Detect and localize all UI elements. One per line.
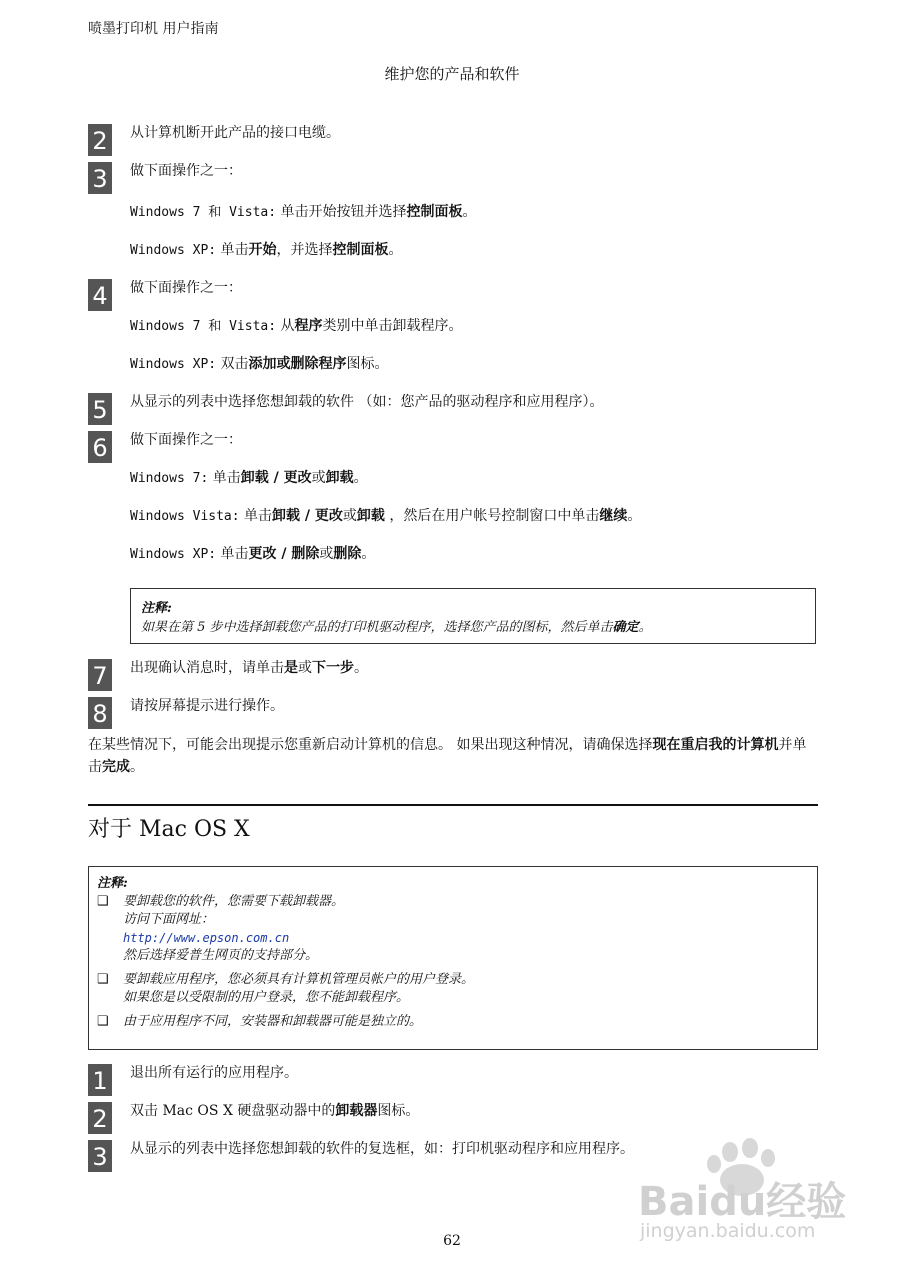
text: 。 bbox=[638, 620, 652, 635]
step-7 bbox=[88, 659, 368, 691]
text: 或 bbox=[298, 660, 312, 676]
text: 。 bbox=[388, 242, 403, 258]
mac-step-3 bbox=[88, 1140, 634, 1172]
text: 从 bbox=[276, 318, 295, 334]
ui-term: 继续 bbox=[599, 508, 628, 524]
step-text bbox=[130, 1102, 419, 1120]
step-number: 2 bbox=[88, 1102, 112, 1134]
os-label: Windows XP: bbox=[130, 547, 217, 562]
note-bullet bbox=[97, 971, 809, 1007]
ui-term: 卸载 / 更改 bbox=[240, 470, 312, 486]
step-number: 2 bbox=[88, 124, 112, 156]
os-label: Windows Vista: bbox=[130, 509, 240, 524]
note-bullet bbox=[97, 1013, 809, 1031]
checkbox-bullet-icon: ❑ bbox=[97, 972, 109, 987]
note-line: 要卸载您的软件，您需要下载卸载器。 bbox=[123, 894, 345, 909]
ui-term: 删除 bbox=[333, 546, 362, 562]
step-number: 7 bbox=[88, 659, 112, 691]
note-line: 如果您是以受限制的用户登录，您不能卸载程序。 bbox=[123, 990, 410, 1005]
note-line: 访问下面网址： bbox=[123, 912, 215, 927]
note-line: 然后选择爱普生网页的支持部分。 bbox=[123, 948, 319, 963]
ui-term: 现在重启我的计算机 bbox=[652, 737, 779, 753]
os-label: Windows 7 和 Vista: bbox=[130, 205, 277, 220]
mac-step-2 bbox=[88, 1102, 419, 1134]
text: 在某些情况下，可能会出现提示您重新启动计算机的信息。 如果出现这种情况，请确保选择 bbox=[88, 737, 653, 753]
text: 单击 bbox=[208, 470, 241, 486]
step-text: 做下面操作之一： bbox=[130, 163, 242, 179]
ui-term: 卸载 bbox=[325, 470, 354, 486]
step-6-option-win7 bbox=[130, 469, 368, 488]
text: 双击 bbox=[216, 356, 249, 372]
text: 图标。 bbox=[377, 1103, 420, 1119]
text: 单击 bbox=[216, 242, 249, 258]
step-number: 4 bbox=[88, 279, 112, 311]
baidu-watermark bbox=[638, 1138, 848, 1248]
step-number: 3 bbox=[88, 162, 112, 194]
section-divider bbox=[88, 804, 818, 806]
text: 。 bbox=[627, 508, 642, 524]
note-line: 由于应用程序不同，安装器和卸载器可能是独立的。 bbox=[123, 1014, 423, 1029]
note-box bbox=[130, 588, 816, 644]
text: 或 bbox=[319, 546, 334, 562]
note-label: 注释: bbox=[97, 876, 128, 891]
checkbox-bullet-icon: ❑ bbox=[97, 1014, 109, 1029]
text: 如果在第 5 步中选择卸载您产品的打印机驱动程序，选择您产品的图标，然后单击 bbox=[141, 620, 613, 635]
step-3 bbox=[88, 162, 242, 194]
step-4 bbox=[88, 279, 242, 311]
note-line: 要卸载应用程序，您必须具有计算机管理员帐户的用户登录。 bbox=[123, 972, 475, 987]
text: 单击 bbox=[216, 546, 249, 562]
text: 类别中单击卸载程序。 bbox=[322, 318, 463, 334]
step-text: 从显示的列表中选择您想卸载的软件的复选框，如：打印机驱动程序和应用程序。 bbox=[130, 1141, 634, 1157]
os-label: Windows XP: bbox=[130, 243, 217, 258]
ui-term: 添加或删除程序 bbox=[248, 356, 347, 372]
text: 图标。 bbox=[346, 356, 389, 372]
text: 。 bbox=[354, 660, 368, 676]
restart-paragraph bbox=[88, 734, 818, 778]
ui-term: 是 bbox=[284, 660, 298, 676]
text: 。 bbox=[353, 470, 368, 486]
text: 。 bbox=[361, 546, 376, 562]
step-2 bbox=[88, 124, 340, 156]
step-number: 8 bbox=[88, 697, 112, 729]
step-8 bbox=[88, 697, 284, 729]
text: 。 bbox=[462, 204, 477, 220]
text: 或 bbox=[311, 470, 326, 486]
step-3-option-xp bbox=[130, 241, 403, 260]
step-text: 做下面操作之一： bbox=[130, 432, 242, 448]
ui-term: 更改 / 删除 bbox=[248, 546, 320, 562]
running-header: 喷墨打印机 用户指南 bbox=[88, 21, 219, 37]
page-number: 62 bbox=[443, 1233, 461, 1249]
note-label: 注释: bbox=[141, 601, 172, 616]
text: ，然后在用户帐号控制窗口中单击 bbox=[384, 508, 600, 524]
epson-link[interactable]: http://www.epson.com.cn bbox=[123, 931, 290, 945]
text: 。 bbox=[130, 759, 144, 775]
ui-term: 开始 bbox=[248, 242, 277, 258]
text: 单击 bbox=[239, 508, 273, 524]
watermark-brand: Baidu经验 bbox=[638, 1179, 847, 1225]
ui-term: 卸载器 bbox=[335, 1103, 378, 1119]
step-6-option-vista bbox=[130, 507, 641, 526]
step-text bbox=[130, 659, 368, 677]
step-number: 5 bbox=[88, 393, 112, 425]
step-5 bbox=[88, 393, 603, 425]
mac-step-1 bbox=[88, 1064, 298, 1096]
step-text: 请按屏幕提示进行操作。 bbox=[130, 698, 284, 714]
ui-term: 卸载 bbox=[356, 508, 385, 524]
ui-term: 控制面板 bbox=[332, 242, 389, 258]
step-4-option-win7 bbox=[130, 317, 463, 336]
step-number: 3 bbox=[88, 1140, 112, 1172]
text: 并单击 bbox=[88, 737, 807, 775]
step-3-option-win7 bbox=[130, 203, 477, 222]
mac-note-box bbox=[88, 866, 818, 1050]
step-text: 做下面操作之一： bbox=[130, 280, 242, 296]
ui-term: 控制面板 bbox=[406, 204, 463, 220]
os-label: Windows XP: bbox=[130, 357, 217, 372]
text: 单击开始按钮并选择 bbox=[276, 204, 407, 220]
checkbox-bullet-icon: ❑ bbox=[97, 894, 109, 909]
text: 双击 Mac OS X 硬盘驱动器中的 bbox=[130, 1103, 336, 1119]
step-4-option-xp bbox=[130, 355, 389, 374]
step-text: 从显示的列表中选择您想卸载的软件 （如：您产品的驱动程序和应用程序）。 bbox=[130, 394, 604, 410]
text: ，并选择 bbox=[276, 242, 333, 258]
step-number: 1 bbox=[88, 1064, 112, 1096]
ui-term: 程序 bbox=[294, 318, 323, 334]
step-text: 从计算机断开此产品的接口电缆。 bbox=[130, 125, 340, 141]
section-title: 维护您的产品和软件 bbox=[384, 65, 520, 83]
ui-term: 下一步 bbox=[312, 660, 354, 676]
ui-term: 确定 bbox=[612, 620, 639, 635]
step-6 bbox=[88, 431, 242, 463]
step-6-option-xp bbox=[130, 545, 375, 564]
note-bullet bbox=[97, 893, 809, 965]
text: 或 bbox=[342, 508, 357, 524]
step-number: 6 bbox=[88, 431, 112, 463]
os-label: Windows 7 和 Vista: bbox=[130, 319, 277, 334]
mac-section-heading: 对于 Mac OS X bbox=[88, 817, 250, 842]
os-label: Windows 7: bbox=[130, 471, 209, 486]
step-text: 退出所有运行的应用程序。 bbox=[130, 1065, 298, 1081]
note-text bbox=[141, 616, 805, 635]
ui-term: 完成 bbox=[102, 759, 130, 775]
text: 出现确认消息时，请单击 bbox=[130, 660, 284, 676]
watermark-url: jingyan.baidu.com bbox=[640, 1220, 816, 1242]
ui-term: 卸载 / 更改 bbox=[272, 508, 343, 524]
